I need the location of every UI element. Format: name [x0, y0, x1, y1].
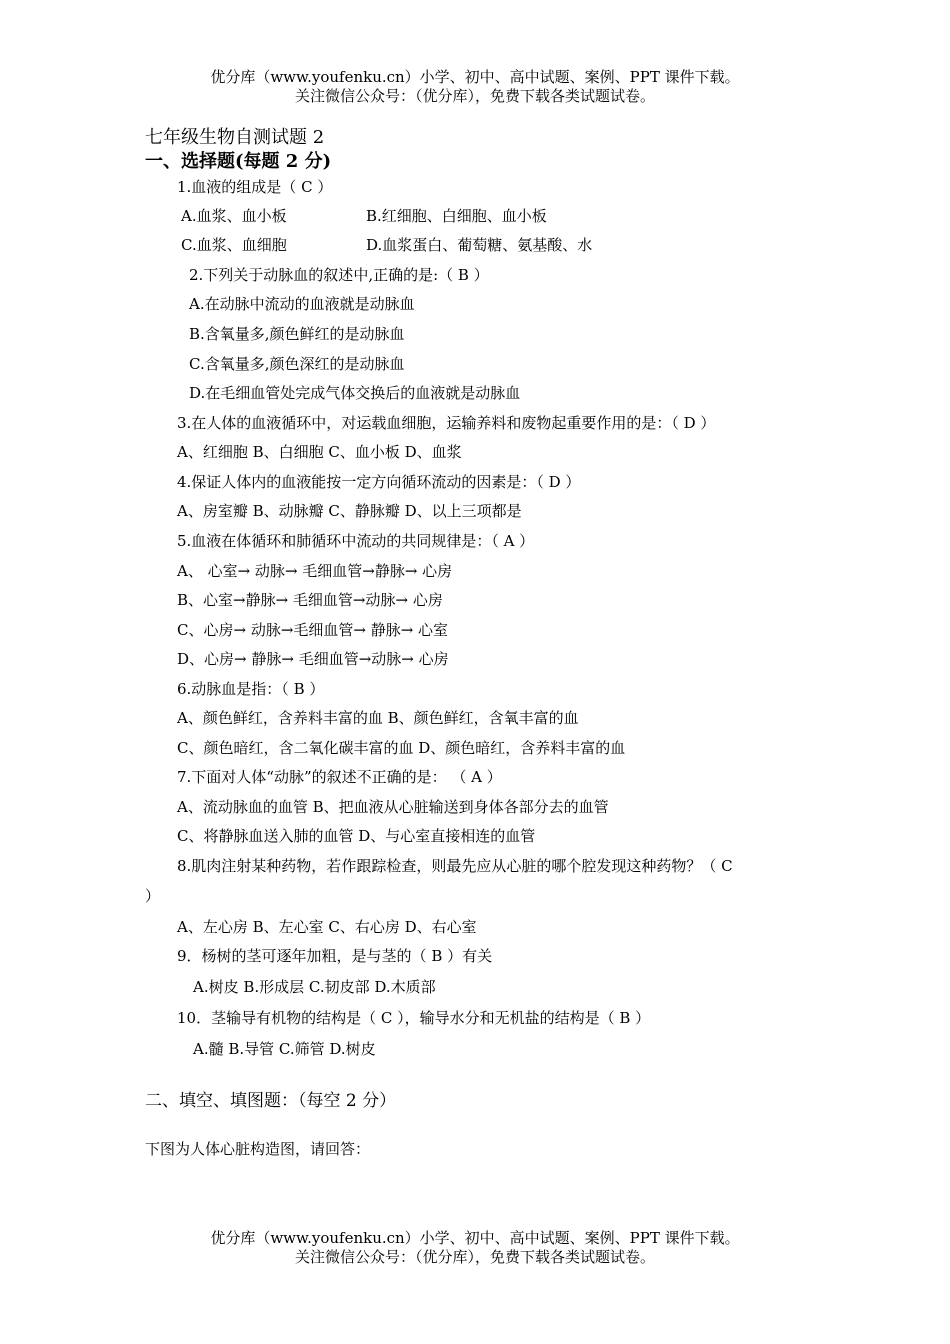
- question-2-option-c: C.含氧量多,颜色深红的是动脉血: [189, 355, 405, 373]
- question-4-options: A、房室瓣 B、动脉瓣 C、静脉瓣 D、以上三项都是: [177, 502, 522, 520]
- question-8-stem: 8.肌肉注射某种药物，若作跟踪检查，则最先应从心脏的哪个腔发现这种药物？（ C: [177, 857, 733, 875]
- question-3-options: A、红细胞 B、白细胞 C、血小板 D、血浆: [177, 443, 462, 461]
- footer-line-2: 关注微信公众号：（优分库），免费下载各类试题试卷。: [294, 1248, 655, 1266]
- question-6-options-ab: A、颜色鲜红，含养料丰富的血 B、颜色鲜红，含氧丰富的血: [177, 709, 579, 727]
- question-4-stem: 4.保证人体内的血液能按一定方向循环流动的因素是：（ D ）: [177, 473, 581, 491]
- header-line-2: 关注微信公众号：（优分库），免费下载各类试题试卷。: [294, 87, 655, 105]
- section-2-title: 二、填空、填图题：（每空 2 分）: [145, 1091, 397, 1111]
- question-5-option-d: D、心房→ 静脉→ 毛细血管→动脉→ 心房: [177, 650, 449, 668]
- question-7-options-cd: C、将静脉血送入肺的血管 D、与心室直接相连的血管: [177, 827, 536, 845]
- section-1-title: 一、选择题(每题 2 分): [145, 151, 332, 172]
- question-7-options-ab: A、流动脉血的血管 B、把血液从心脏输送到身体各部分去的血管: [177, 798, 609, 816]
- question-9-stem: 9．杨树的茎可逐年加粗，是与茎的（ B ）有关: [177, 947, 493, 965]
- question-5-option-c: C、心房→ 动脉→毛细血管→ 静脉→ 心室: [177, 621, 449, 639]
- header-line-1: 优分库（www.youfenku.cn）小学、初中、高中试题、案例、PPT 课件下载。: [210, 68, 740, 86]
- question-2-option-d: D.在毛细血管处完成气体交换后的血液就是动脉血: [189, 384, 521, 402]
- question-1-option-b: B.红细胞、白细胞、血小板: [366, 207, 547, 225]
- question-5-stem: 5.血液在体循环和肺循环中流动的共同规律是：（ A ）: [177, 532, 535, 550]
- question-8-stem-end: ）: [145, 887, 161, 905]
- question-2-stem: 2.下列关于动脉血的叙述中,正确的是:（ B ）: [189, 266, 489, 284]
- document-title: 七年级生物自测试题 2: [145, 127, 325, 148]
- question-6-options-cd: C、颜色暗红，含二氧化碳丰富的血 D、颜色暗红，含养料丰富的血: [177, 739, 626, 757]
- question-3-stem: 3.在人体的血液循环中，对运载血细胞，运输养料和废物起重要作用的是：（ D ）: [177, 414, 716, 432]
- question-10-stem: 10．茎输导有机物的结构是（ C ），输导水分和无机盐的结构是（ B ）: [177, 1009, 651, 1027]
- question-10-options: A.髓 B.导管 C.筛管 D.树皮: [193, 1040, 376, 1058]
- question-1-option-c: C.血浆、血细胞: [181, 236, 287, 254]
- footer-line-1: 优分库（www.youfenku.cn）小学、初中、高中试题、案例、PPT 课件下载。: [210, 1229, 740, 1247]
- question-2-option-b: B.含氧量多,颜色鲜红的是动脉血: [189, 325, 405, 343]
- question-1-option-d: D.血浆蛋白、葡萄糖、氨基酸、水: [366, 236, 593, 254]
- section-2-intro: 下图为人体心脏构造图，请回答：: [145, 1140, 371, 1158]
- question-8-options: A、左心房 B、左心室 C、右心房 D、右心室: [177, 918, 477, 936]
- question-7-stem: 7.下面对人体“动脉”的叙述不正确的是： （ A ）: [177, 768, 502, 786]
- question-2-option-a: A.在动脉中流动的血液就是动脉血: [189, 295, 415, 313]
- question-6-stem: 6.动脉血是指：（ B ）: [177, 680, 325, 698]
- question-5-option-b: B、心室→静脉→ 毛细血管→动脉→ 心房: [177, 591, 443, 609]
- question-5-option-a: A、 心室→ 动脉→ 毛细血管→静脉→ 心房: [177, 562, 453, 580]
- question-1-option-a: A.血浆、血小板: [181, 207, 287, 225]
- question-9-options: A.树皮 B.形成层 C.韧皮部 D.木质部: [193, 978, 436, 996]
- question-1-stem: 1.血液的组成是（ C ）: [177, 178, 333, 196]
